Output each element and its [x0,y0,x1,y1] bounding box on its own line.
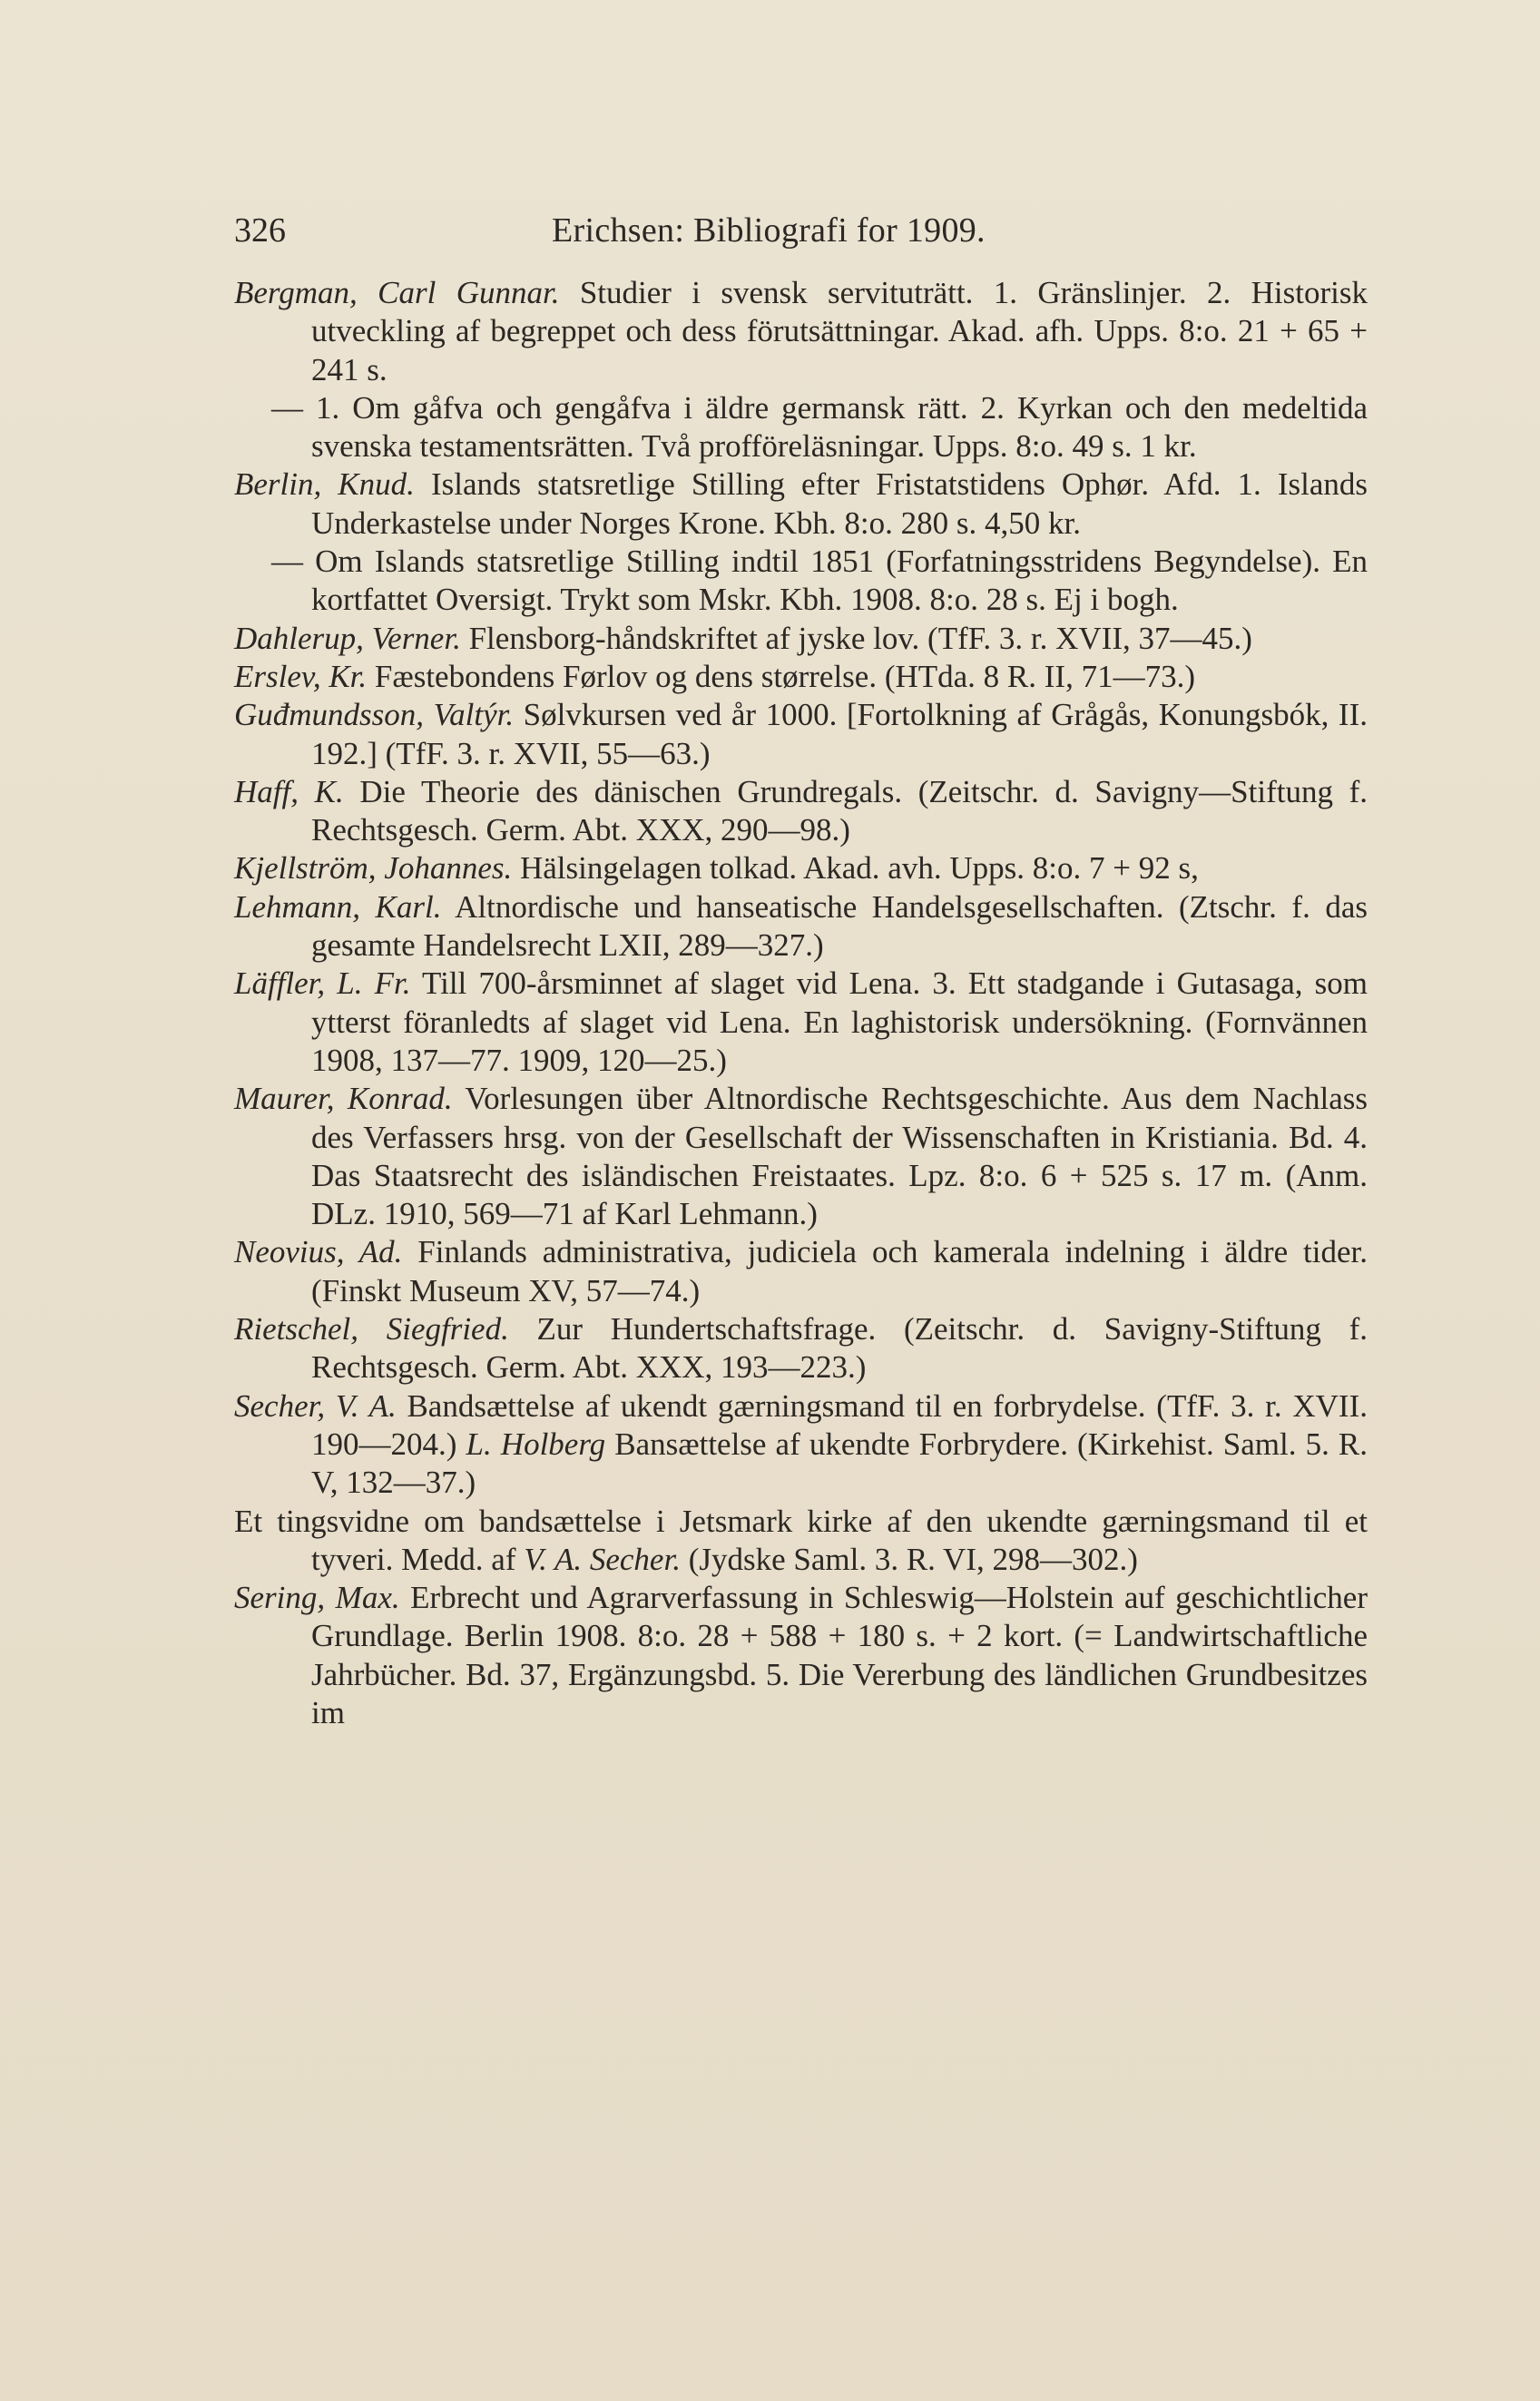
bibliography-entry: Haff, K. Die Theorie des dänischen Grundregals. (Zeitschr. d. Savigny—Stiftung f. Rechtsgesch. Germ. Abt. XXX, 290—98.) [234,773,1368,848]
bibliography-entry: Kjellström, Johannes. Hälsingelagen tolkad. Akad. avh. Upps. 8:o. 7 + 92 s, [234,850,1199,887]
bibliography-entry: Dahlerup, Verner. Flensborg-håndskriftet af jyske lov. (TfF. 3. r. XVII, 37—45.) [234,620,1252,656]
bibliography-entry: Berlin, Knud. Islands statsretlige Stilling efter Fristatstidens Ophør. Afd. 1. Islands Underkastelse under Norges Krone. Kbh. 8:o. 280 s. 4,50 kr. [234,466,1368,541]
bibliography-entry: Erslev, Kr. Fæstebondens Førlov og dens størrelse. (HTda. 8 R. II, 71—73.) [234,658,1195,694]
bibliography-entry: — Om Islands statsretlige Stilling indtil 1851 (Forfatningsstridens Begyndelse). En kortfattet Oversigt. Trykt som Mskr. Kbh. 1908. 8:o. 28 s. Ej i bogh. [271,544,1368,618]
page-number: 326 [234,211,286,250]
bibliography-entry: Bergman, Carl Gunnar. Studier i svensk servituträtt. 1. Gränslinjer. 2. Historisk utveckling af begreppet och dess förutsättningar. Akad. afh. Upps. 8:o. 21 + 65 + 241 s. [234,275,1368,387]
bibliography-entry: Guđmundsson, Valtýr. Sølvkursen ved år 1000. [Fortolkning af Grågås, Konungsbók, II. 192.] (TfF. 3. r. XVII, 55—63.) [234,697,1368,771]
bibliography-entry: Neovius, Ad. Finlands administrativa, judiciela och kamerala indelning i äldre tider. (Finskt Museum XV, 57—74.) [234,1234,1368,1308]
page-header [234,211,1357,265]
bibliography-entry: Läffler, L. Fr. Till 700-årsminnet af slaget vid Lena. 3. Ett stadgande i Gutasaga, som ytterst föranledts af slaget vid Lena. En laghistorisk undersökning. (Fornvännen 1908, 137—77. 1909, 120—25.) [234,965,1368,1078]
bibliography-entry: — 1. Om gåfva och gengåfva i äldre germansk rätt. 2. Kyrkan och den medeltida svenska testamentsrätten. Två profföreläsningar. Upps. 8:o. 49 s. 1 kr. [271,389,1368,465]
bibliography-entry: Rietschel, Siegfried. Zur Hundertschaftsfrage. (Zeitschr. d. Savigny-Stiftung f. Rechtsgesch. Germ. Abt. XXX, 193—223.) [234,1311,1368,1386]
bibliography-entry: Secher, V. A. Bandsættelse af ukendt gærningsmand til en forbrydelse. (TfF. 3. r. XVII. 190—204.) L. Holberg Bansættelse af ukendte Forbrydere. (Kirkehist. Saml. 5. R. V, 132—37.) [234,1387,1368,1501]
bibliography-entry: Et tingsvidne om bandsættelse i Jetsmark kirke af den ukendte gærningsmand til et tyveri. Medd. af V. A. Secher. (Jydske Saml. 3. R. VI, 298—302.) [234,1503,1368,1577]
bibliography-entry: Sering, Max. Erbrecht und Agrarverfassung in Schleswig—Holstein auf geschichtlicher Grundlage. Berlin 1908. 8:o. 28 + 588 + 180 s. + 2 kort. (= Landwirtschaftliche Jahrbücher. Bd. 37, Ergänzungsbd. 5. Die Vererbung des ländlichen Grundbesitzes im [234,1580,1368,1730]
bibliography-entry: Lehmann, Karl. Altnordische und hanseatische Handelsgesellschaften. (Ztschr. f. das gesamte Handelsrecht LXII, 289—327.) [234,888,1368,964]
running-title: Erichsen: Bibliografi for 1909. [552,211,986,250]
bibliography-entry: Maurer, Konrad. Vorlesungen über Altnordische Rechtsgeschichte. Aus dem Nachlass des Verfassers hrsg. von der Gesellschaft der Wissenschaften in Kristiania. Bd. 4. Das Staatsrecht des isländischen Freistaates. Lpz. 8:o. 6 + 525 s. 17 m. (Anm. DLz. 1910, 569—71 af Karl Lehmann.) [234,1081,1368,1232]
bibliography-entries [234,274,1368,1732]
